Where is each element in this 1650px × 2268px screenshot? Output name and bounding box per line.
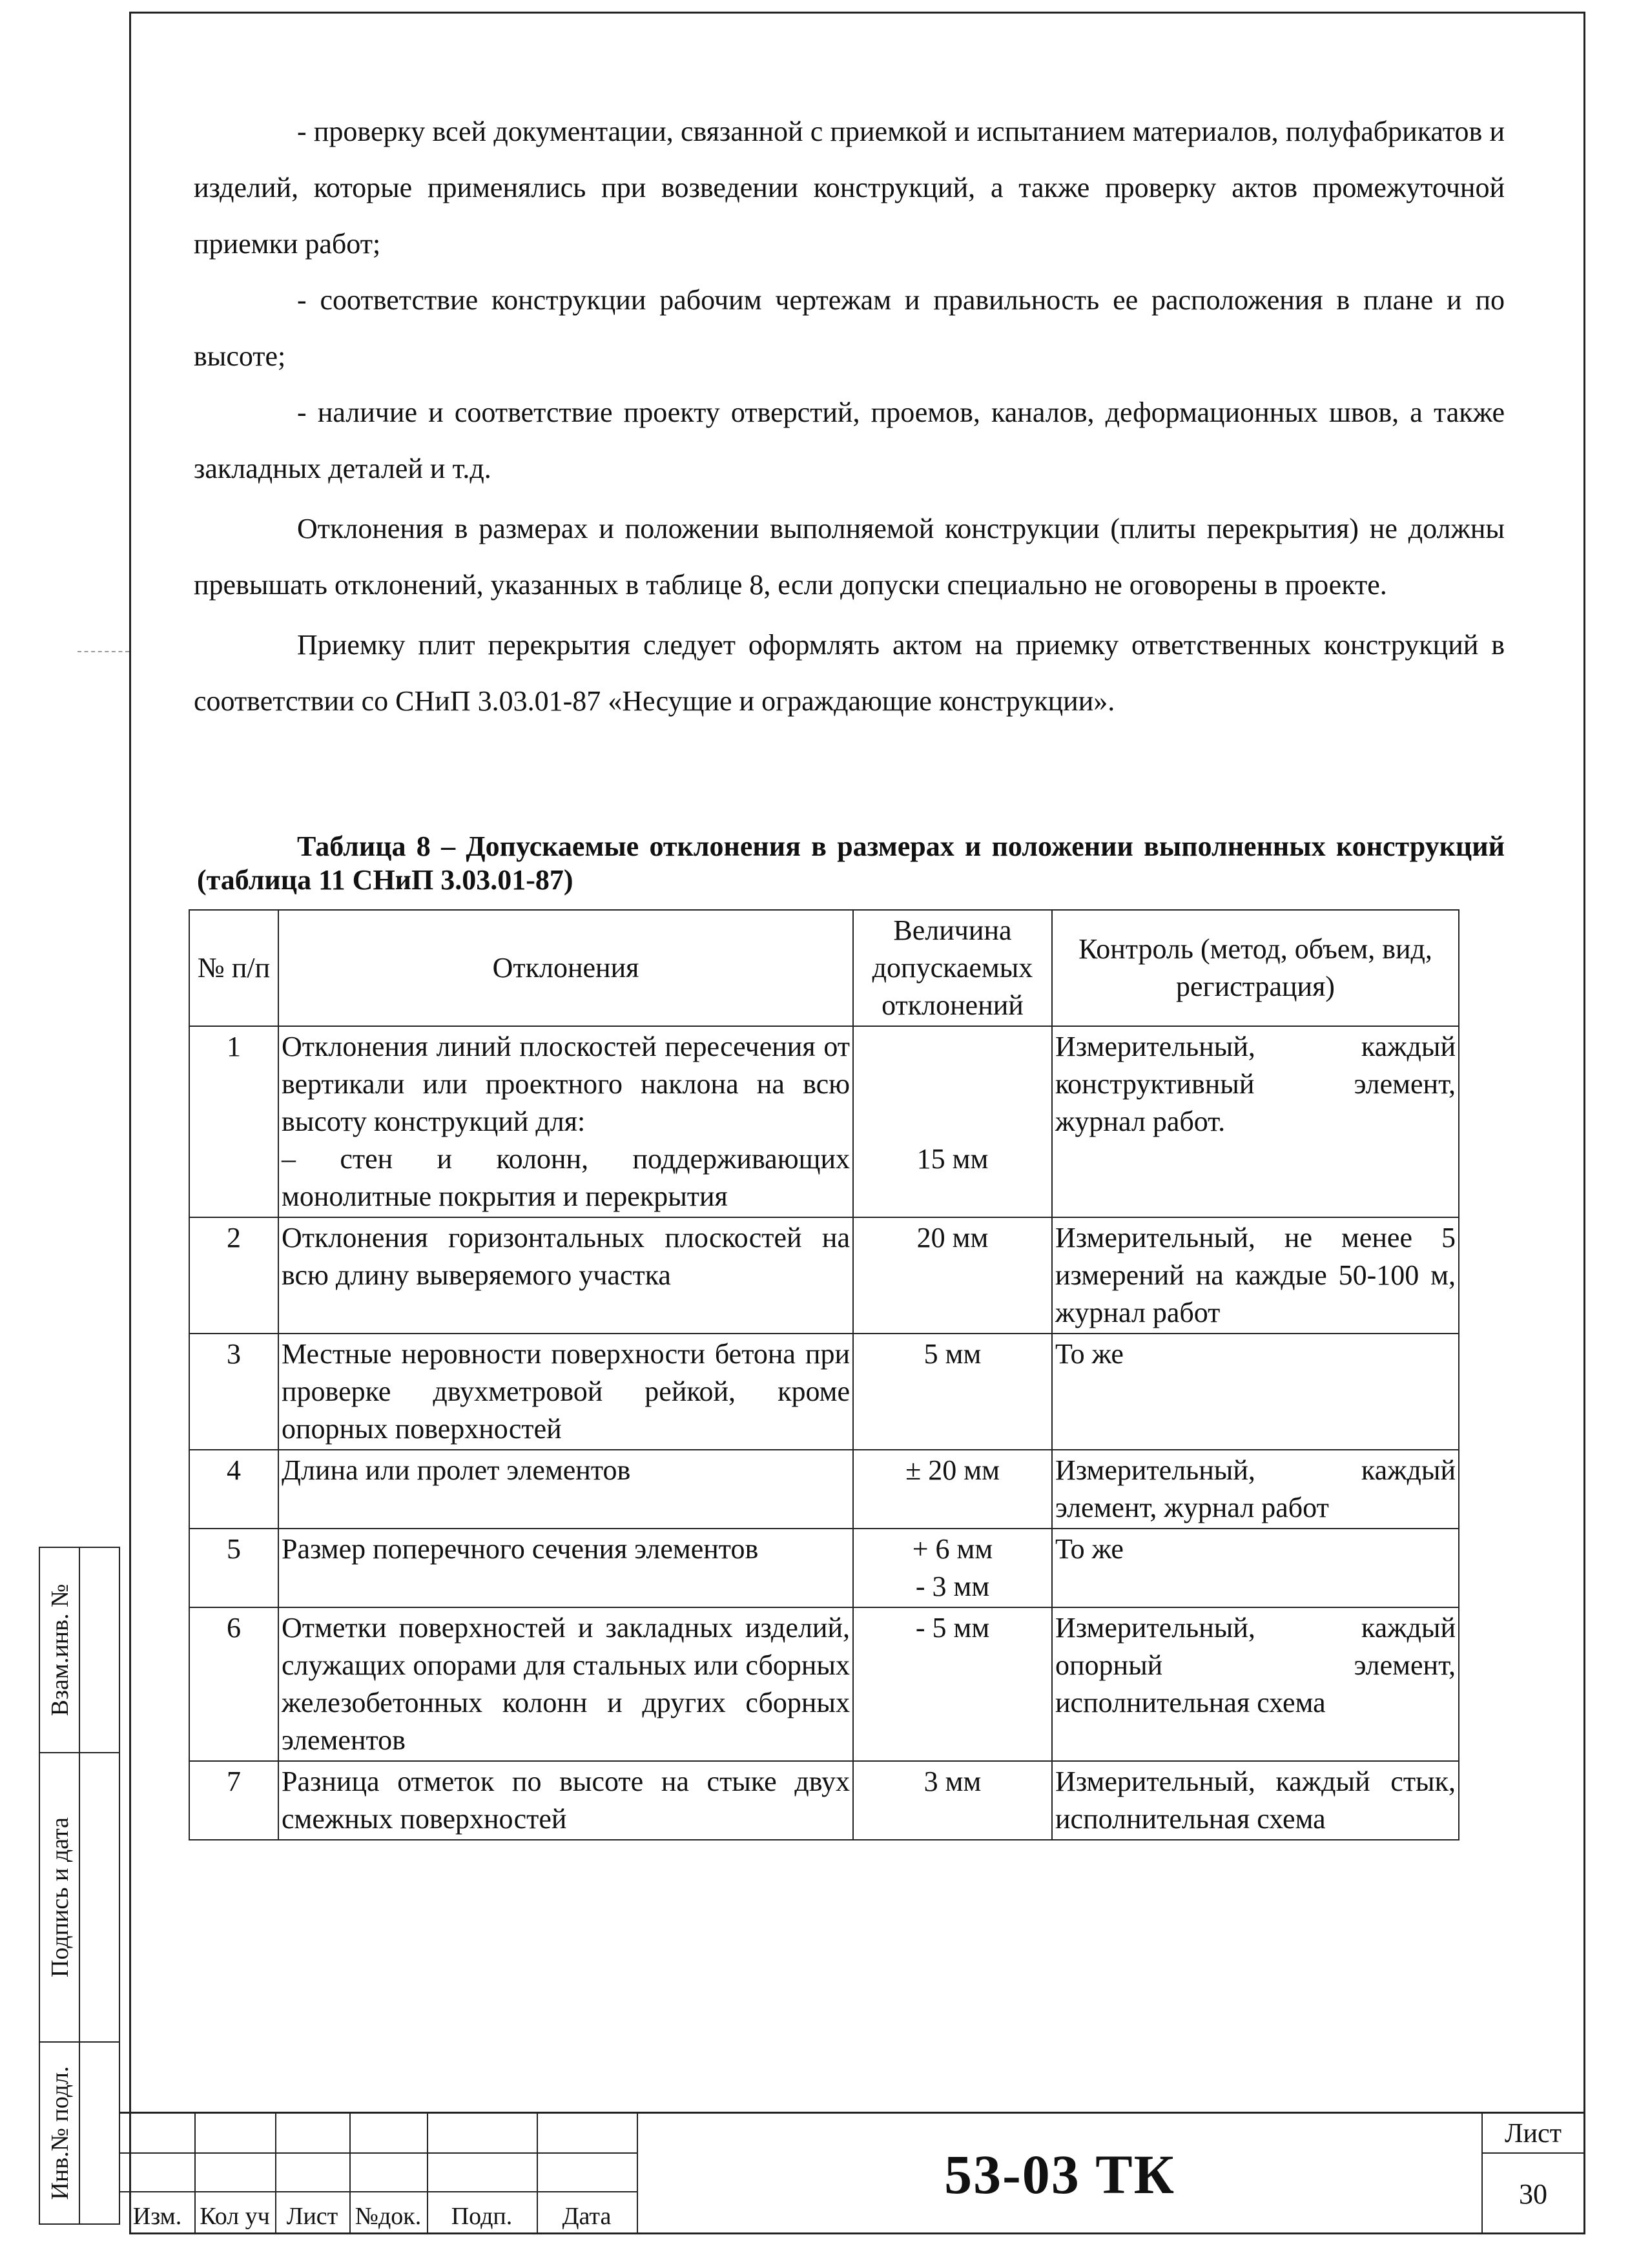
- row-desc: [278, 1026, 853, 1217]
- title-block: [120, 2112, 1585, 2234]
- row-num: 7: [189, 1761, 278, 1840]
- header-num: № п/п: [189, 910, 278, 1026]
- table-row: [189, 1026, 1459, 1217]
- row-num: 4: [189, 1450, 278, 1529]
- row-desc: Разница отметок по высоте на стыке двух смежных поверхностей: [278, 1761, 853, 1840]
- table-row: [189, 1334, 1459, 1450]
- row-ctl: Измерительный, не менее 5 измерений на каждые 50-100 м, журнал работ: [1052, 1217, 1459, 1334]
- row-ctl: Измерительный, каждый опорный элемент, исполнительная схема: [1052, 1607, 1459, 1761]
- row-ctl: Измерительный, каждый элемент, журнал работ: [1052, 1450, 1459, 1529]
- table-row: [189, 1607, 1459, 1761]
- label-data: Дата: [562, 2203, 612, 2230]
- row-num: 5: [189, 1529, 278, 1607]
- row-val-text: 15 мм: [916, 1143, 989, 1175]
- label-list: Лист: [286, 2203, 338, 2230]
- side-cell-inv: [40, 2043, 80, 2223]
- row-num: 3: [189, 1334, 278, 1450]
- paragraph-3: - наличие и соответствие проекту отверстий, проемов, каналов, деформационных швов, а также закладных деталей и т.д.: [194, 397, 1505, 484]
- row-desc: Размер поперечного сечения элементов: [278, 1529, 853, 1607]
- row-val: [853, 1529, 1052, 1607]
- sheet-cell: [1483, 2114, 1583, 2234]
- row-num: 1: [189, 1026, 278, 1217]
- sheet-label: Лист: [1483, 2114, 1583, 2154]
- row-desc: Отметки поверхностей и закладных изделий, служащих опорами для стальных или сборных железобетонных колонн и других сборных элементов: [278, 1607, 853, 1761]
- paragraph-2: - соответствие конструкции рабочим чертежам и правильность ее расположения в плане и по высоте;: [194, 284, 1505, 372]
- row-ctl: Измерительный, каждый конструктивный элемент, журнал работ.: [1052, 1026, 1459, 1217]
- table-row: [189, 1529, 1459, 1607]
- label-podp: Подп.: [451, 2203, 513, 2230]
- row-val-plus: + 6 мм: [912, 1533, 993, 1565]
- table-caption: Таблица 8 – Допускаемые отклонения в размерах и положении выполненных конструкций (таблица 11 СНиП 3.03.01-87): [197, 830, 1505, 896]
- header-ctl: Контроль (метод, объем, вид, регистрация): [1052, 910, 1459, 1026]
- revision-grid: [120, 2114, 637, 2234]
- row-ctl: То же: [1052, 1334, 1459, 1450]
- label-ndok: №док.: [355, 2203, 422, 2230]
- side-label-podpis: Подпись и дата: [46, 1817, 74, 1978]
- row-desc-sub: – стен и колонн, поддерживающих монолитные покрытия и перекрытия: [282, 1143, 850, 1212]
- paragraph-1: - проверку всей документации, связанной с приемкой и испытанием материалов, полуфабрикатов и изделий, которые применялись при возведении конструкций, а также проверку актов промежуточной приемки работ;: [194, 116, 1505, 260]
- header-val: Величина допускаемых отклонений: [853, 910, 1052, 1026]
- label-kol: Кол уч: [200, 2203, 270, 2230]
- table-row: [189, 1761, 1459, 1840]
- row-val: 5 мм: [853, 1334, 1052, 1450]
- side-label-vzam: Взам.инв. №: [46, 1583, 74, 1716]
- row-val-minus: - 3 мм: [915, 1571, 990, 1602]
- table-row: [189, 1450, 1459, 1529]
- header-desc: Отклонения: [278, 910, 853, 1026]
- row-ctl: Измерительный, каждый стык, исполнительная схема: [1052, 1761, 1459, 1840]
- table-header-row: [189, 910, 1459, 1026]
- side-label-inv: Инв.№ подл.: [46, 2066, 74, 2200]
- document-code-cell: [637, 2114, 1483, 2234]
- row-val: - 5 мм: [853, 1607, 1052, 1761]
- label-izm: Изм.: [132, 2203, 182, 2230]
- row-ctl: То же: [1052, 1529, 1459, 1607]
- row-desc-main: Отклонения линий плоскостей пересечения от вертикали или проектного наклона на всю высоту конструкций для:: [282, 1031, 850, 1137]
- side-cell-vzam: [40, 1548, 80, 1753]
- side-cell-podpis: [40, 1753, 80, 2043]
- row-desc: Длина или пролет элементов: [278, 1450, 853, 1529]
- fold-mark: [77, 651, 129, 652]
- paragraph-4: Отклонения в размерах и положении выполняемой конструкции (плиты перекрытия) не должны превышать отклонений, указанных в таблице 8, если допуски специально не оговорены в проекте.: [194, 513, 1505, 601]
- row-val: ± 20 мм: [853, 1450, 1052, 1529]
- body-text: [194, 103, 1505, 729]
- row-desc: Отклонения горизонтальных плоскостей на всю длину выверяемого участка: [278, 1217, 853, 1334]
- side-stamp: [39, 1547, 120, 2225]
- row-val: [853, 1026, 1052, 1217]
- deviations-table: [189, 909, 1459, 1840]
- row-val: 3 мм: [853, 1761, 1052, 1840]
- document-code: 53-03 ТК: [944, 2143, 1175, 2205]
- row-num: 6: [189, 1607, 278, 1761]
- row-desc: Местные неровности поверхности бетона при проверке двухметровой рейкой, кроме опорных поверхностей: [278, 1334, 853, 1450]
- paragraph-5: Приемку плит перекрытия следует оформлять актом на приемку ответственных конструкций в соответствии со СНиП 3.03.01-87 «Несущие и ограждающие конструкции».: [194, 629, 1505, 717]
- row-val: 20 мм: [853, 1217, 1052, 1334]
- sheet-number: 30: [1519, 2178, 1547, 2210]
- table-row: [189, 1217, 1459, 1334]
- row-num: 2: [189, 1217, 278, 1334]
